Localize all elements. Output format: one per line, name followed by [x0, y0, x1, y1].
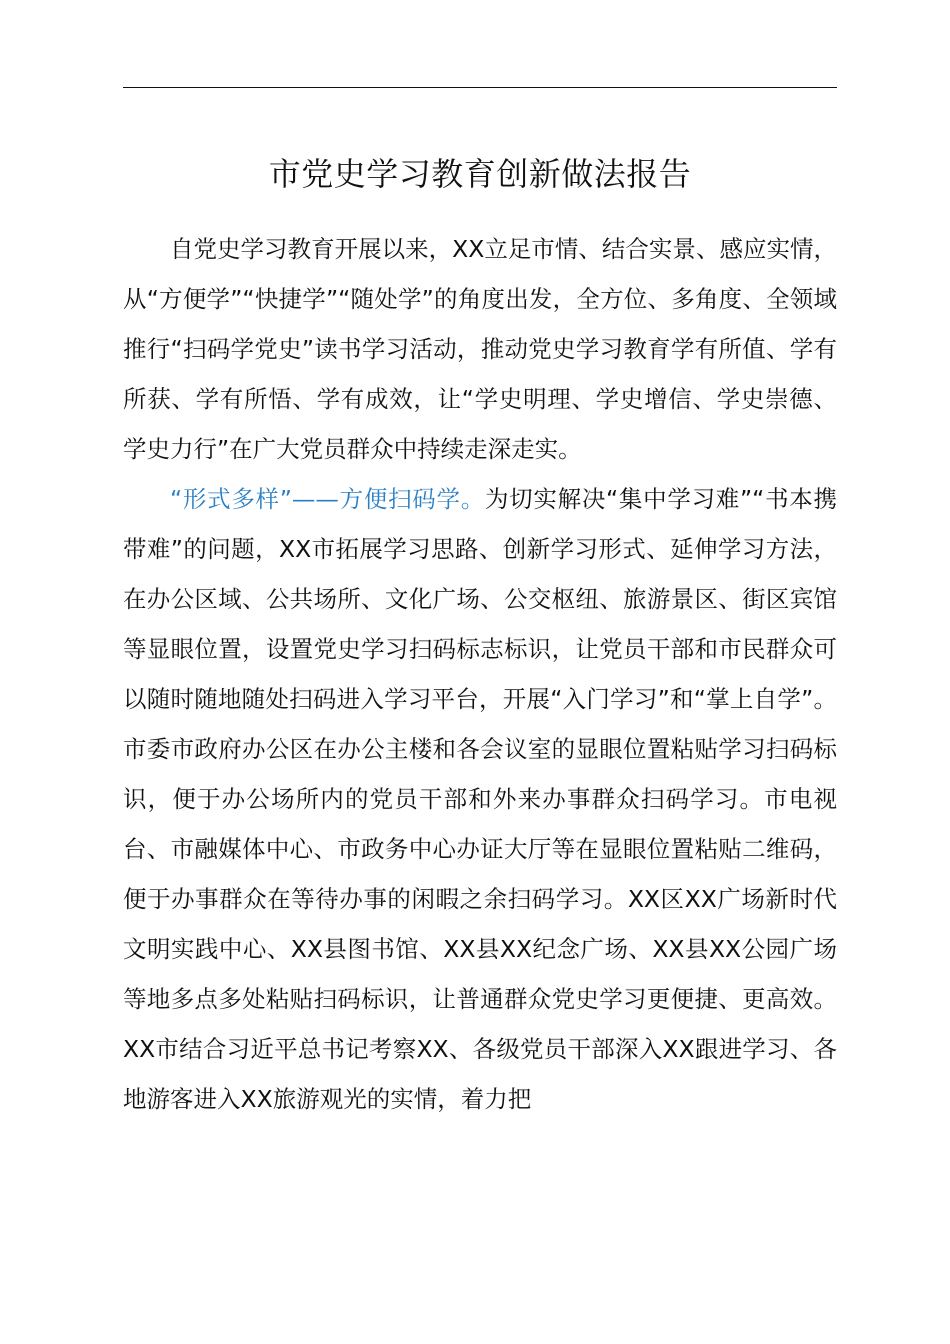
section-1-heading: “形式多样”——方便扫码学。 [170, 485, 485, 513]
header-rule [123, 87, 837, 88]
paragraph-intro-text: 自党史学习教育开展以来，XX立足市情、结合实景、感应实情，从“方便学”“快捷学”“随处学”的角度出发，全方位、多角度、全领域推行“扫码学党史”读书学习活动，推动党史学习教育学有所值、学有所获、学有所悟、学有成效，让“学史明理、学史增信、学史崇德、学史力行”在广大党员群众中持续走深走实。 [123, 235, 837, 463]
paragraph-intro [123, 224, 837, 474]
section-1-text: 为切实解决“集中学习难”“书本携带难”的问题，XX市拓展学习思路、创新学习形式、延伸学习方法，在办公区域、公共场所、文化广场、公交枢纽、旅游景区、街区宾馆等显眼位置，设置党史学习扫码标志标识，让党员干部和市民群众可以随时随地随处扫码进入学习平台，开展“入门学习”和“掌上自学”。市委市政府办公区在办公主楼和各会议室的显眼位置粘贴学习扫码标识，便于办公场所内的党员干部和外来办事群众扫码学习。市电视台、市融媒体中心、市政务中心办证大厅等在显眼位置粘贴二维码，便于办事群众在等待办事的闲暇之余扫码学习。XX区XX广场新时代文明实践中心、XX县图书馆、XX县XX纪念广场、XX县XX公园广场等地多点多处粘贴扫码标识，让普通群众党史学习更便捷、更高效。XX市结合习近平总书记考察XX、各级党员干部深入XX跟进学习、各地游客进入XX旅游观光的实情，着力把 [123, 485, 837, 1113]
document-title: 市党史学习教育创新做法报告 [268, 155, 692, 193]
document-body [123, 224, 837, 1124]
paragraph-section-1 [123, 474, 837, 1124]
